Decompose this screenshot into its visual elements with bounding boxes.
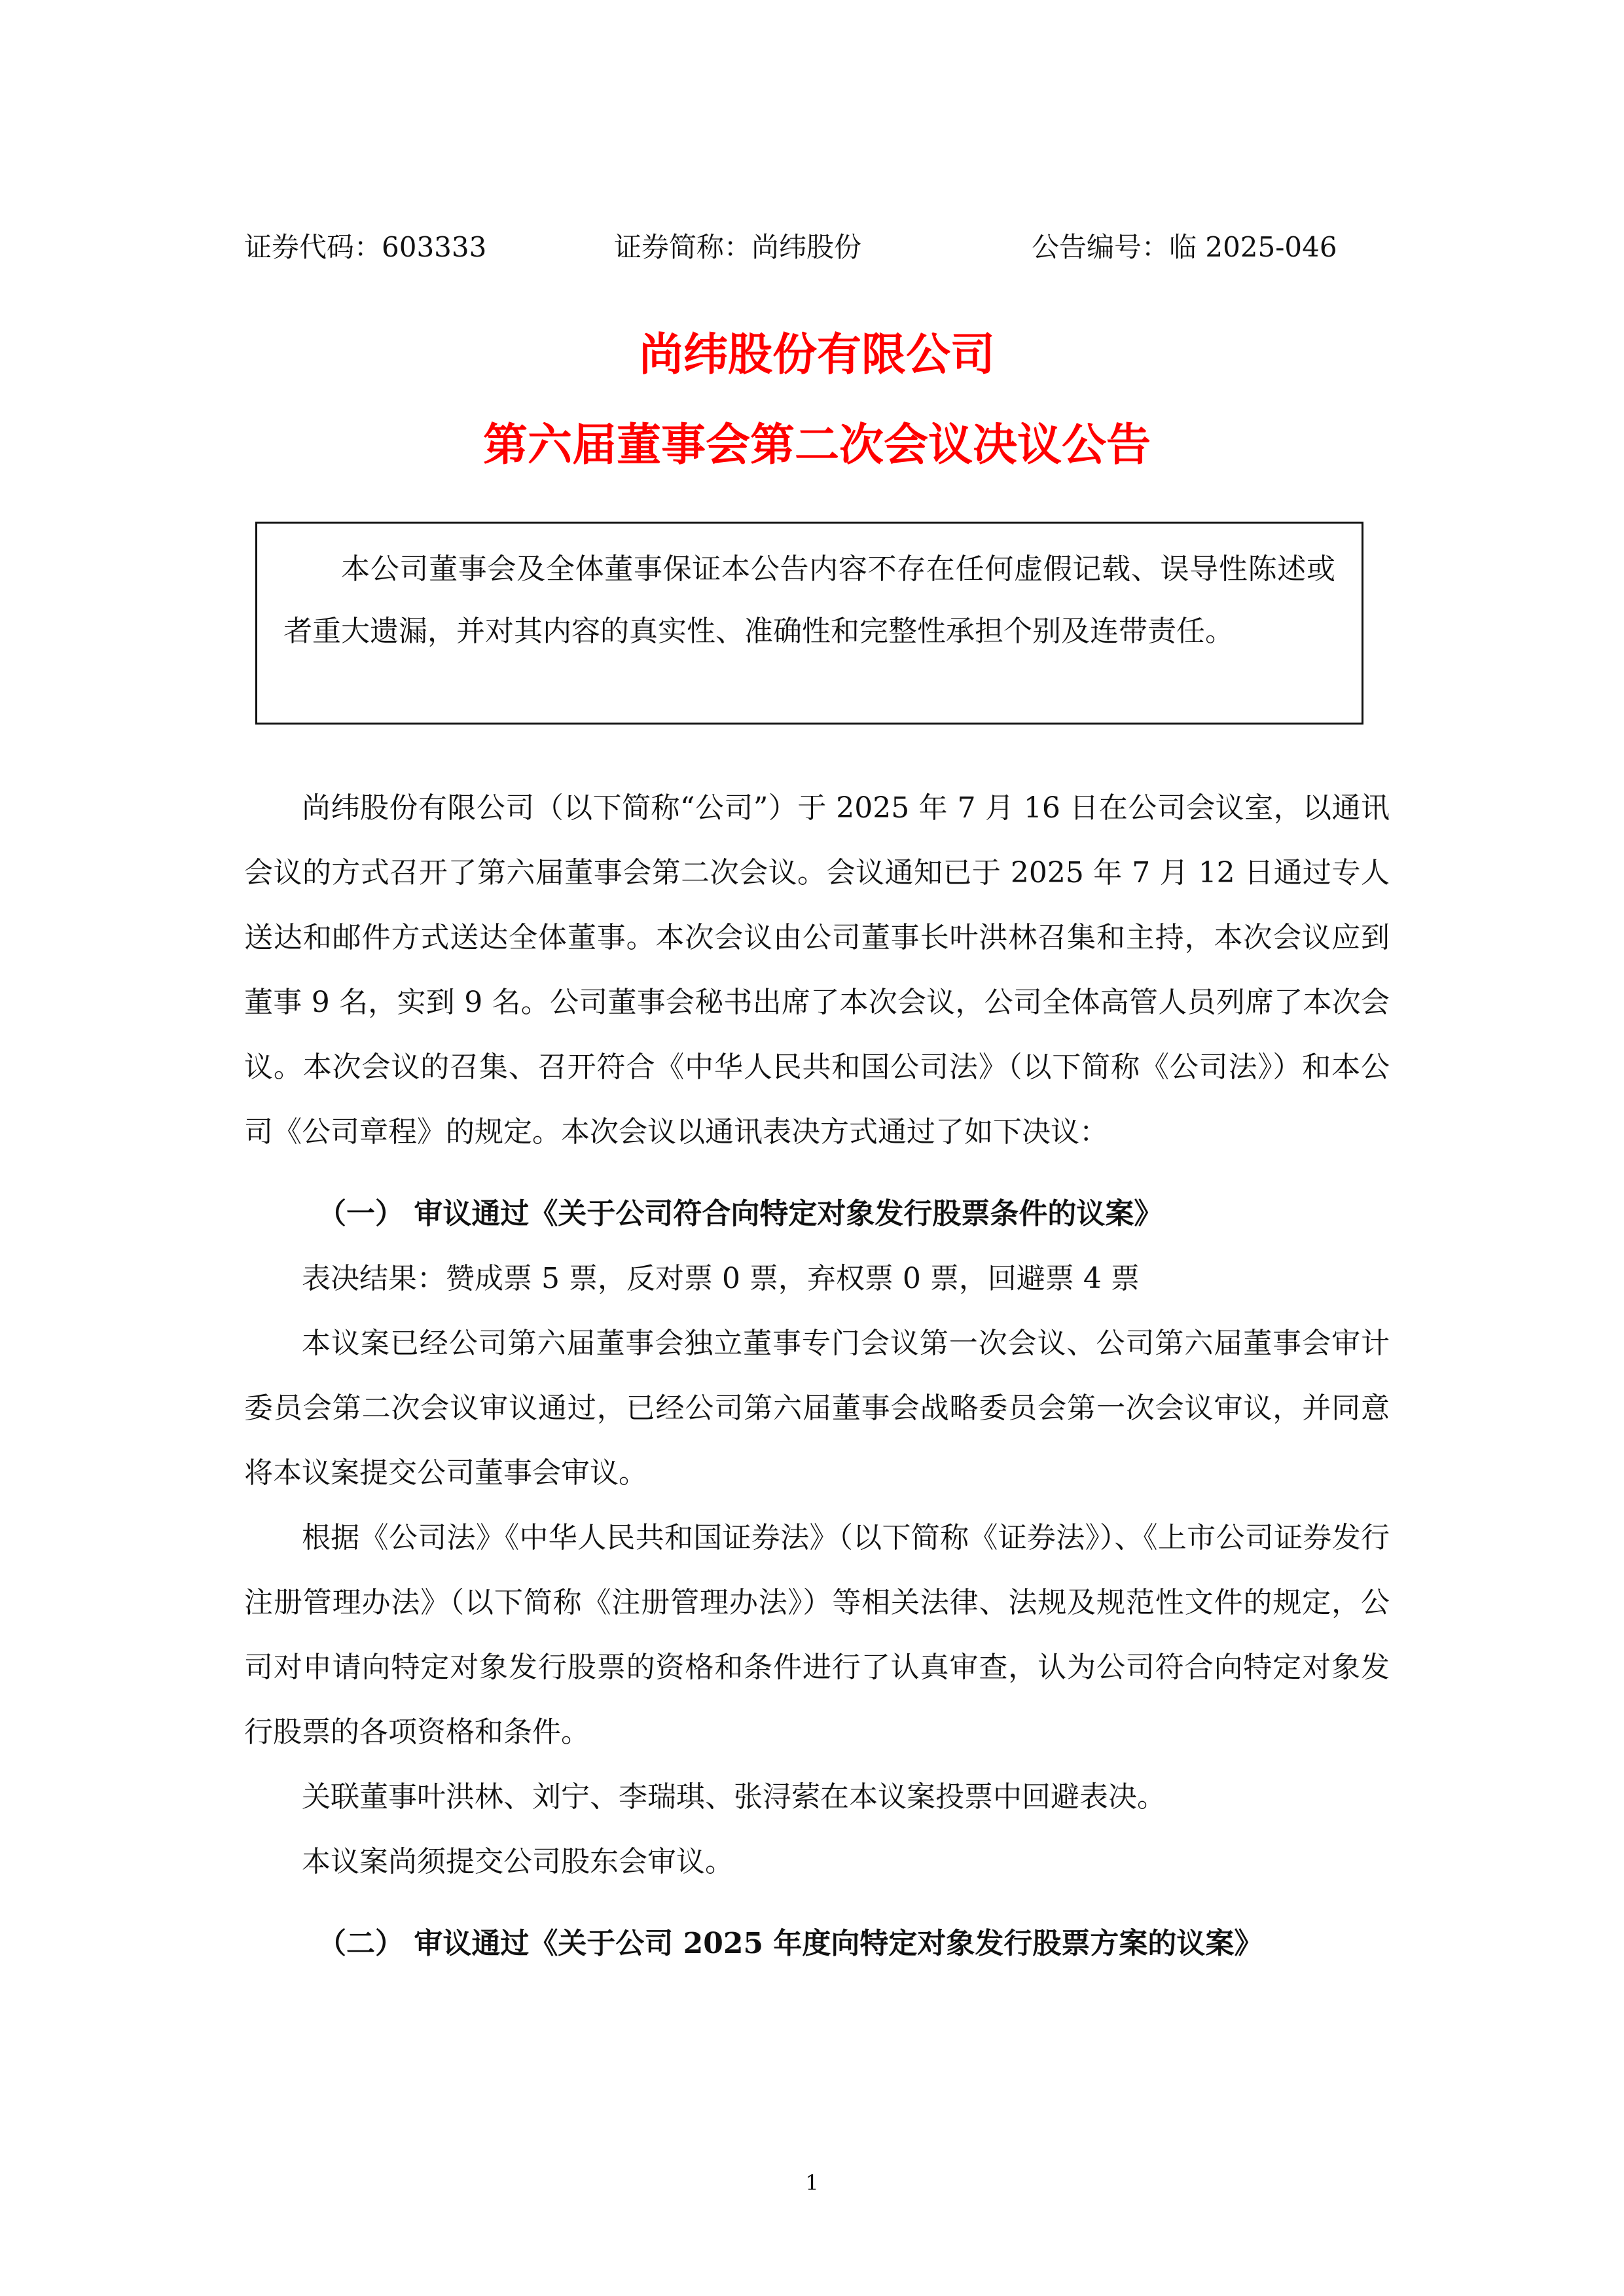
company-title: 尚纬股份有限公司 [638, 329, 995, 381]
announcement-number: 公告编号：临 2025-046 [1032, 231, 1337, 263]
section-1-heading: （一） 审议通过《关于公司符合向特定对象发行股票条件的议案》 [317, 1197, 1163, 1230]
page-number: 1 [805, 2170, 819, 2195]
disclaimer-box: 本公司董事会及全体董事保证本公告内容不存在任何虚假记载、误导性陈述或者重大遗漏，并对其内容的真实性、准确性和完整性承担个别及连带责任。 [255, 522, 1363, 725]
announcement-body [244, 776, 1390, 1976]
security-code: 证券代码：603333 [244, 231, 487, 263]
section-1-basis: 根据《公司法》《中华人民共和国证券法》（以下简称《证券法》）、《上市公司证券发行注册管理办法》（以下简称《注册管理办法》）等相关法律、法规及规范性文件的规定，公司对申请向特定对象发行股票的资格和条件进行了认真审查，认为公司符合向特定对象发行股票的各项资格和条件。 [244, 1521, 1390, 1749]
section-1-recusal: 关联董事叶洪林、刘宁、李瑞琪、张浔萦在本议案投票中回避表决。 [302, 1780, 1166, 1814]
announcement-header [244, 221, 1390, 274]
security-abbreviation: 证券简称：尚纬股份 [614, 231, 862, 263]
section-2-heading: （二） 审议通过《关于公司 2025 年度向特定对象发行股票方案的议案》 [317, 1927, 1263, 1960]
announcement-title: 第六届董事会第二次会议决议公告 [482, 420, 1151, 471]
section-1-review: 本议案已经公司第六届董事会独立董事专门会议第一次会议、公司第六届董事会审计委员会第二次会议审议通过，已经公司第六届董事会战略委员会第一次会议审议，并同意将本议案提交公司董事会审议。 [244, 1327, 1390, 1490]
section-1-shareholders: 本议案尚须提交公司股东会审议。 [302, 1845, 734, 1878]
intro-paragraph: 尚纬股份有限公司（以下简称“公司”）于 2025 年 7 月 16 日在公司会议室，以通讯会议的方式召开了第六届董事会第二次会议。会议通知已于 2025 年 7 月 12 日通过专人送达和邮件方式送达全体董事。本次会议由公司董事长叶洪林召集和主持，本次会议应到董事 9 名，实到 9 名。公司董事会秘书出席了本次会议，公司全体高管人员列席了本次会议。本次会议的召集、召开符合《中华人民共和国公司法》（以下简称《公司法》）和本公司《公司章程》的规定。本次会议以通讯表决方式通过了如下决议： [244, 791, 1390, 1149]
section-1-vote-result: 表决结果：赞成票 5 票，反对票 0 票，弃权票 0 票，回避票 4 票 [302, 1262, 1140, 1295]
